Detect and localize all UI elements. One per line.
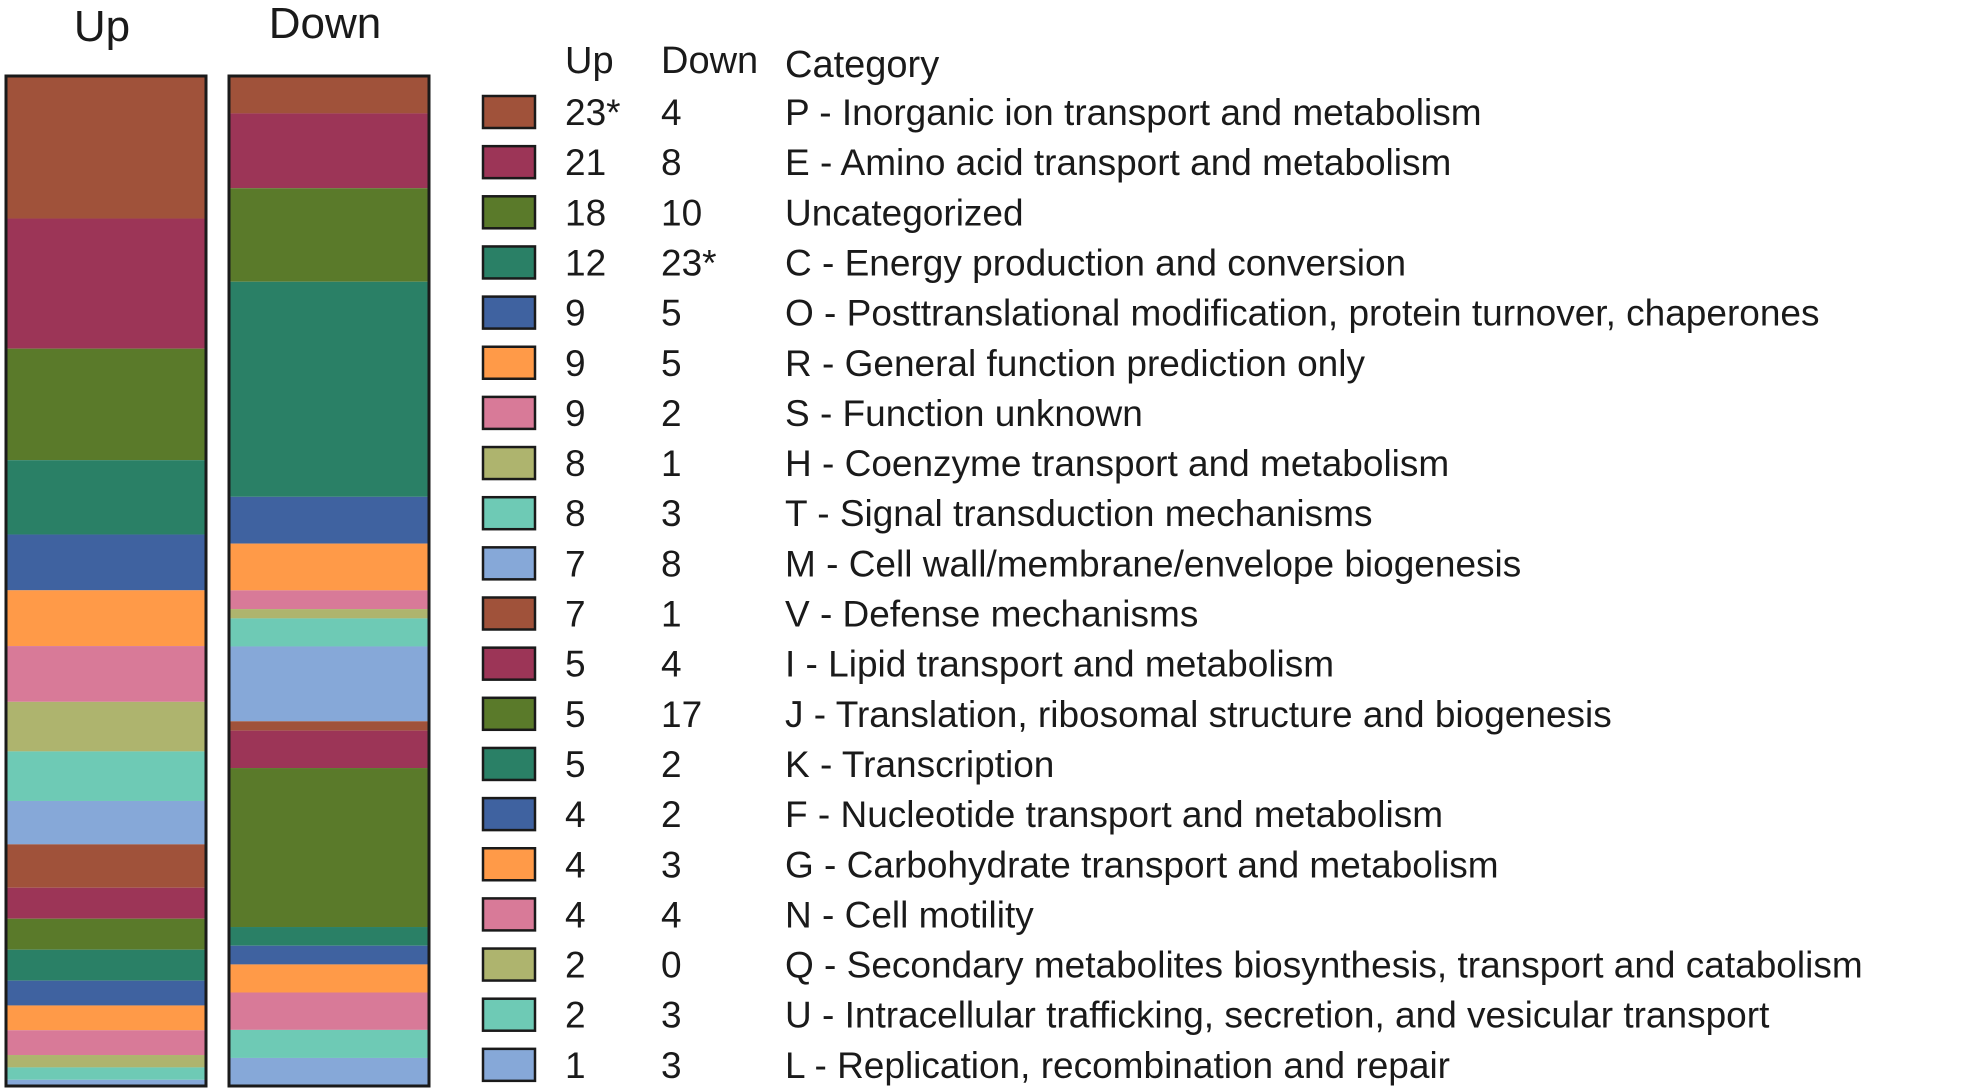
down-segment-13 bbox=[229, 927, 429, 946]
up-segment-7 bbox=[6, 702, 206, 752]
legend-swatch-6 bbox=[483, 397, 535, 429]
down-segment-15 bbox=[229, 964, 429, 992]
legend-down-count-14: 2 bbox=[661, 794, 682, 836]
legend-header-up: Up bbox=[565, 40, 614, 82]
down-segment-9 bbox=[229, 646, 429, 721]
legend-category-label-14: F - Nucleotide transport and metabolism bbox=[785, 794, 1444, 836]
legend-category-label-18: U - Intracellular trafficking, secretion, and vesicular transport bbox=[785, 994, 1770, 1036]
legend-swatch-17 bbox=[483, 949, 535, 981]
legend-category-label-3: C - Energy production and conversion bbox=[785, 242, 1407, 284]
down-stacked-bar bbox=[229, 76, 429, 1086]
up-segment-4 bbox=[6, 535, 206, 591]
legend-swatch-2 bbox=[483, 196, 535, 228]
legend-header-down: Down bbox=[661, 40, 759, 82]
down-segment-19 bbox=[229, 1058, 429, 1086]
legend-down-count-5: 5 bbox=[661, 342, 682, 384]
legend-down-count-18: 3 bbox=[661, 994, 682, 1036]
up-stacked-bar bbox=[6, 76, 206, 1086]
legend-up-count-9: 7 bbox=[565, 543, 586, 585]
legend-swatch-9 bbox=[483, 547, 535, 579]
up-segment-16 bbox=[6, 1030, 206, 1055]
legend-down-count-16: 4 bbox=[661, 894, 682, 936]
up-bar-title: Up bbox=[73, 2, 131, 51]
legend-up-count-4: 9 bbox=[565, 292, 586, 334]
legend-down-count-0: 4 bbox=[661, 92, 682, 133]
up-segment-5 bbox=[6, 590, 206, 646]
legend-category-label-12: J - Translation, ribosomal structure and biogenesis bbox=[785, 693, 1612, 735]
legend-up-count-19: 1 bbox=[565, 1044, 586, 1086]
legend-up-count-17: 2 bbox=[565, 944, 586, 986]
legend-category-label-1: E - Amino acid transport and metabolism bbox=[785, 142, 1452, 184]
legend-down-count-17: 0 bbox=[661, 944, 682, 986]
down-segment-4 bbox=[229, 497, 429, 544]
legend-up-count-15: 4 bbox=[565, 844, 586, 886]
legend-table bbox=[483, 92, 1863, 1086]
legend-swatch-7 bbox=[483, 447, 535, 479]
legend-up-count-8: 8 bbox=[565, 493, 586, 535]
down-segment-7 bbox=[229, 609, 429, 618]
legend-up-count-7: 8 bbox=[565, 443, 586, 485]
legend-up-count-11: 5 bbox=[565, 643, 586, 685]
legend-swatch-13 bbox=[483, 748, 535, 780]
legend-category-label-11: I - Lipid transport and metabolism bbox=[785, 643, 1335, 685]
legend-category-label-0: P - Inorganic ion transport and metabolism bbox=[785, 92, 1482, 133]
legend-down-count-11: 4 bbox=[661, 643, 682, 685]
legend-swatch-15 bbox=[483, 848, 535, 880]
up-segment-17 bbox=[6, 1055, 206, 1067]
legend-swatch-5 bbox=[483, 347, 535, 379]
legend-down-count-2: 10 bbox=[661, 192, 703, 234]
up-segment-3 bbox=[6, 460, 206, 534]
up-segment-18 bbox=[6, 1067, 206, 1079]
legend-up-count-10: 7 bbox=[565, 593, 586, 635]
legend-up-count-1: 21 bbox=[565, 142, 607, 184]
legend-swatch-4 bbox=[483, 297, 535, 329]
up-segment-2 bbox=[6, 349, 206, 461]
up-segment-11 bbox=[6, 888, 206, 919]
legend-swatch-16 bbox=[483, 898, 535, 930]
legend-swatch-11 bbox=[483, 648, 535, 680]
down-segment-6 bbox=[229, 590, 429, 609]
down-segment-3 bbox=[229, 282, 429, 497]
up-segment-6 bbox=[6, 646, 206, 702]
legend-swatch-8 bbox=[483, 497, 535, 529]
up-segment-10 bbox=[6, 844, 206, 887]
legend-up-count-3: 12 bbox=[565, 242, 607, 284]
legend-up-count-2: 18 bbox=[565, 192, 607, 234]
legend-up-count-5: 9 bbox=[565, 342, 586, 384]
legend-category-label-15: G - Carbohydrate transport and metabolism bbox=[785, 844, 1499, 886]
legend-down-count-7: 1 bbox=[661, 443, 682, 485]
legend-up-count-12: 5 bbox=[565, 693, 586, 735]
legend-up-count-16: 4 bbox=[565, 894, 586, 936]
legend-swatch-10 bbox=[483, 598, 535, 630]
up-segment-9 bbox=[6, 801, 206, 844]
up-segment-12 bbox=[6, 919, 206, 950]
down-segment-2 bbox=[229, 188, 429, 282]
legend-down-count-6: 2 bbox=[661, 392, 682, 434]
up-segment-8 bbox=[6, 751, 206, 801]
up-segment-1 bbox=[6, 219, 206, 349]
legend-swatch-14 bbox=[483, 798, 535, 830]
legend-category-label-19: L - Replication, recombination and repair bbox=[785, 1044, 1450, 1086]
down-segment-12 bbox=[229, 768, 429, 927]
down-segment-14 bbox=[229, 946, 429, 965]
legend-down-count-10: 1 bbox=[661, 593, 682, 635]
legend-swatch-3 bbox=[483, 246, 535, 278]
legend-down-count-19: 3 bbox=[661, 1044, 682, 1086]
legend-down-count-9: 8 bbox=[661, 543, 682, 585]
legend-down-count-3: 23* bbox=[661, 242, 717, 284]
legend-swatch-1 bbox=[483, 146, 535, 178]
legend-category-label-9: M - Cell wall/membrane/envelope biogenesis bbox=[785, 543, 1522, 585]
down-segment-1 bbox=[229, 113, 429, 188]
legend-swatch-19 bbox=[483, 1049, 535, 1081]
legend-category-label-8: T - Signal transduction mechanisms bbox=[785, 493, 1373, 535]
legend-down-count-1: 8 bbox=[661, 142, 682, 184]
up-segment-14 bbox=[6, 981, 206, 1006]
legend-down-count-13: 2 bbox=[661, 743, 682, 785]
down-segment-10 bbox=[229, 721, 429, 730]
legend-category-label-13: K - Transcription bbox=[785, 743, 1055, 785]
up-segment-0 bbox=[6, 76, 206, 219]
down-segment-11 bbox=[229, 731, 429, 768]
down-segment-5 bbox=[229, 544, 429, 591]
legend-swatch-0 bbox=[483, 96, 535, 128]
down-segment-0 bbox=[229, 76, 429, 113]
legend-down-count-12: 17 bbox=[661, 693, 703, 735]
legend-down-count-8: 3 bbox=[661, 493, 682, 535]
legend-swatch-12 bbox=[483, 698, 535, 730]
down-segment-16 bbox=[229, 992, 429, 1029]
down-segment-8 bbox=[229, 618, 429, 646]
legend-category-label-2: Uncategorized bbox=[785, 192, 1024, 234]
legend-up-count-13: 5 bbox=[565, 743, 586, 785]
legend-swatch-18 bbox=[483, 999, 535, 1031]
legend-category-label-7: H - Coenzyme transport and metabolism bbox=[785, 443, 1450, 485]
legend-up-count-14: 4 bbox=[565, 794, 586, 836]
down-bar-title: Down bbox=[268, 0, 382, 48]
legend-up-count-18: 2 bbox=[565, 994, 586, 1036]
up-segment-13 bbox=[6, 950, 206, 981]
up-segment-15 bbox=[6, 1005, 206, 1030]
legend-category-label-17: Q - Secondary metabolites biosynthesis, transport and catabolism bbox=[785, 944, 1863, 986]
legend-category-label-6: S - Function unknown bbox=[785, 392, 1143, 434]
legend-up-count-0: 23* bbox=[565, 92, 621, 133]
legend-down-count-4: 5 bbox=[661, 292, 682, 334]
legend-category-label-16: N - Cell motility bbox=[785, 894, 1034, 936]
legend-category-label-10: V - Defense mechanisms bbox=[785, 593, 1199, 635]
legend-up-count-6: 9 bbox=[565, 392, 586, 434]
legend-header-category: Category bbox=[785, 44, 940, 86]
legend-down-count-15: 3 bbox=[661, 844, 682, 886]
legend-category-label-4: O - Posttranslational modification, protein turnover, chaperones bbox=[785, 292, 1820, 334]
legend-category-label-5: R - General function prediction only bbox=[785, 342, 1365, 384]
down-segment-18 bbox=[229, 1030, 429, 1058]
